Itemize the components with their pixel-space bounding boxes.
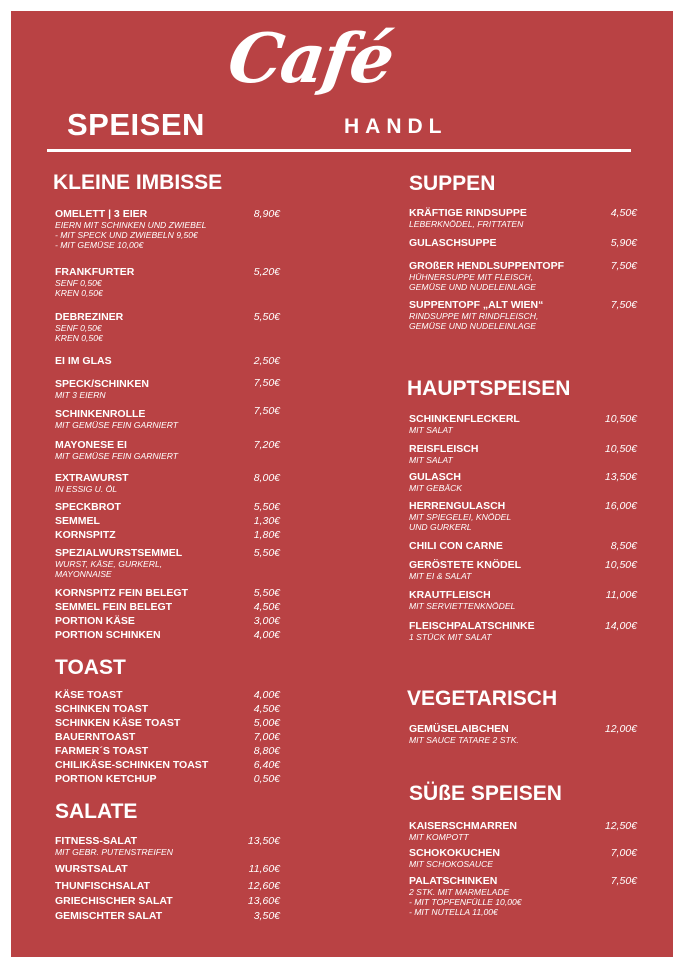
item-price: 5,20€ (253, 266, 280, 278)
item-name: PORTION SCHINKEN (55, 629, 161, 641)
item-desc: MIT SERVIETTENKNÖDEL (409, 601, 516, 611)
item-desc: MIT SAUCE TATARE 2 STK. (409, 735, 519, 745)
menu-item (55, 615, 135, 627)
menu-item (409, 589, 515, 611)
item-price: 13,50€ (604, 471, 637, 483)
section-title-suppen: SUPPEN (409, 172, 496, 195)
item-price: 5,50€ (253, 587, 280, 599)
item-price: 7,50€ (610, 299, 637, 311)
item-price: 6,40€ (253, 759, 280, 771)
item-desc: 1 STÜCK MIT SALAT (409, 632, 492, 642)
item-name: PALATSCHINKEN (409, 875, 498, 887)
item-name: PORTION KÄSE (55, 615, 135, 627)
item-name: THUNFISCHSALAT (55, 880, 150, 892)
item-name: SUPPENTOPF „ALT WIEN“ (409, 299, 544, 311)
item-price: 7,00€ (253, 731, 280, 743)
item-desc: MIT EI & SALAT (409, 571, 472, 581)
section-title-suesse-speisen: SÜßE SPEISEN (409, 782, 562, 805)
item-price: 3,00€ (253, 615, 280, 627)
item-price: 5,50€ (253, 311, 280, 323)
item-name: EI IM GLAS (55, 355, 112, 367)
menu-item (55, 703, 148, 715)
item-price: 5,00€ (253, 717, 280, 729)
item-price: 0,50€ (253, 773, 280, 785)
item-price: 7,50€ (610, 260, 637, 272)
menu-item (55, 311, 123, 343)
section-title-hauptspeisen: HAUPTSPEISEN (407, 377, 571, 400)
menu-item (55, 731, 135, 743)
item-desc: - MIT SPECK UND ZWIEBELN 9,50€ (55, 230, 198, 240)
menu-item (55, 880, 150, 892)
item-name: KRAUTFLEISCH (409, 589, 491, 601)
item-price: 13,50€ (247, 835, 280, 847)
menu-item (409, 443, 478, 465)
item-desc: RINDSUPPE MIT RINDFLEISCH, (409, 311, 539, 321)
item-price: 1,30€ (253, 515, 280, 527)
item-name: SCHINKENROLLE (55, 408, 146, 420)
menu-item (409, 237, 497, 249)
item-desc: MAYONNAISE (55, 569, 112, 579)
item-price: 4,50€ (253, 601, 280, 613)
item-name: SEMMEL FEIN BELEGT (55, 601, 173, 613)
section-title-salate: SALATE (55, 800, 138, 823)
item-desc: MIT GEMÜSE FEIN GARNIERT (55, 420, 179, 430)
item-desc: MIT KOMPOTT (409, 832, 469, 842)
item-price: 4,50€ (610, 207, 637, 219)
item-price: 7,50€ (610, 875, 637, 887)
section-title-vegetarisch: VEGETARISCH (407, 687, 558, 710)
menu-item (409, 299, 543, 331)
item-price: 5,90€ (610, 237, 637, 249)
item-name: KORNSPITZ FEIN BELEGT (55, 587, 189, 599)
item-name: EXTRAWURST (55, 472, 129, 484)
item-desc: MIT 3 EIERN (55, 390, 106, 400)
item-price: 14,00€ (604, 620, 637, 632)
menu-item (409, 559, 521, 581)
menu-item (409, 207, 527, 229)
item-name: WURSTSALAT (55, 863, 128, 875)
item-price: 11,60€ (248, 863, 280, 875)
menu-item (409, 620, 535, 642)
item-name: CHILI CON CARNE (409, 540, 503, 552)
item-desc: LEBERKNÖDEL, FRITTATEN (409, 219, 524, 229)
item-name: GEMISCHTER SALAT (55, 910, 163, 922)
item-price: 12,00€ (604, 723, 637, 735)
menu-page (11, 11, 673, 957)
item-name: SPECKBROT (55, 501, 121, 513)
item-desc: - MIT GEMÜSE 10,00€ (55, 240, 144, 250)
item-name: CHILIKÄSE-SCHINKEN TOAST (55, 759, 209, 771)
item-price: 8,50€ (610, 540, 637, 552)
item-price: 10,50€ (604, 443, 637, 455)
section-title-toast: TOAST (55, 656, 126, 679)
item-name: SCHINKEN TOAST (55, 703, 149, 715)
item-price: 7,00€ (610, 847, 637, 859)
item-name: BAUERNTOAST (55, 731, 136, 743)
menu-item (55, 835, 173, 857)
menu-item (55, 208, 206, 250)
item-desc: MIT SALAT (409, 455, 453, 465)
item-price: 16,00€ (604, 500, 637, 512)
item-desc: MIT SPIEGELEI, KNÖDEL (409, 512, 512, 522)
menu-item (409, 820, 517, 842)
item-name: KRÄFTIGE RINDSUPPE (409, 207, 527, 219)
item-desc: IN ESSIG U. ÖL (55, 484, 118, 494)
item-price: 4,00€ (253, 629, 280, 641)
item-name: SPECK/SCHINKEN (55, 378, 149, 390)
item-name: SEMMEL (55, 515, 100, 527)
item-price: 1,80€ (253, 529, 280, 541)
menu-item (55, 515, 100, 527)
item-name: DEBREZINER (55, 311, 124, 323)
item-price: 11,00€ (605, 589, 637, 601)
menu-item (409, 413, 520, 435)
menu-item (55, 547, 182, 579)
item-desc: 2 STK. MIT MARMELADE (409, 887, 510, 897)
item-desc: SENF 0,50€ (55, 278, 102, 288)
menu-item (409, 500, 511, 532)
item-name: OMELETT | 3 EIER (55, 208, 148, 220)
item-name: KORNSPITZ (55, 529, 116, 541)
menu-item (55, 629, 161, 641)
item-price: 7,50€ (253, 377, 280, 389)
item-price: 13,60€ (247, 895, 280, 907)
item-name: FRANKFURTER (55, 266, 135, 278)
item-price: 12,50€ (604, 820, 637, 832)
menu-item (55, 501, 121, 513)
item-desc: MIT GEBÄCK (409, 483, 463, 493)
menu-item (55, 529, 116, 541)
item-name: PORTION KETCHUP (55, 773, 157, 785)
menu-item (55, 689, 122, 701)
item-price: 3,50€ (253, 910, 280, 922)
item-price: 10,50€ (604, 559, 637, 571)
header-divider (47, 149, 631, 152)
item-price: 12,60€ (247, 880, 280, 892)
menu-item (409, 847, 500, 869)
menu-item (55, 773, 157, 785)
item-name: HERRENGULASCH (409, 500, 506, 512)
item-desc: MIT GEBR. PUTENSTREIFEN (55, 847, 173, 857)
menu-item (409, 260, 564, 292)
item-name: FARMER´S TOAST (55, 745, 149, 757)
item-price: 4,00€ (253, 689, 280, 701)
item-name: KAISERSCHMARREN (409, 820, 517, 832)
item-desc: - MIT TOPFENFÜLLE 10,00€ (409, 897, 522, 907)
item-name: SCHINKENFLECKERL (409, 413, 520, 425)
item-desc: MIT GEMÜSE FEIN GARNIERT (55, 451, 179, 461)
item-price: 8,00€ (253, 472, 280, 484)
menu-item (55, 587, 188, 599)
item-desc: - MIT NUTELLA 11,00€ (409, 907, 498, 917)
item-price: 7,20€ (253, 439, 280, 451)
item-price: 5,50€ (253, 547, 280, 559)
item-desc: SENF 0,50€ (55, 323, 102, 333)
menu-item (55, 472, 129, 494)
menu-item (55, 863, 128, 875)
item-desc: GEMÜSE UND NUDELEINLAGE (409, 321, 537, 331)
item-name: SCHINKEN KÄSE TOAST (55, 717, 181, 729)
item-name: MAYONESE EI (55, 439, 127, 451)
menu-item (409, 540, 503, 552)
item-name: SPEZIALWURSTSEMMEL (55, 547, 183, 559)
item-name: KÄSE TOAST (55, 689, 123, 701)
item-price: 2,50€ (253, 355, 280, 367)
menu-item (55, 759, 208, 771)
item-desc: EIERN MIT SCHINKEN UND ZWIEBEL (55, 220, 207, 230)
menu-item (55, 439, 178, 461)
menu-item (409, 723, 519, 745)
item-price: 8,80€ (253, 745, 280, 757)
menu-item (409, 875, 522, 917)
item-name: GRIECHISCHER SALAT (55, 895, 173, 907)
menu-item (409, 471, 462, 493)
item-desc: KREN 0,50€ (55, 333, 103, 343)
item-desc: WURST, KÄSE, GURKERL, (55, 559, 163, 569)
item-price: 5,50€ (253, 501, 280, 513)
item-name: SCHOKOKUCHEN (409, 847, 501, 859)
item-name: REISFLEISCH (409, 443, 479, 455)
item-desc: HÜHNERSUPPE MIT FLEISCH, (409, 272, 534, 282)
item-name: GROßER HENDLSUPPENTOPF (409, 260, 564, 272)
item-name: GULASCHSUPPE (409, 237, 497, 249)
item-name: FLEISCHPALATSCHINKE (409, 620, 535, 632)
brand-name: HANDL (344, 115, 448, 138)
cafe-logo: Café (223, 19, 398, 99)
menu-item (55, 895, 173, 907)
item-desc: MIT SCHOKOSAUCE (409, 859, 494, 869)
menu-item (55, 408, 178, 430)
item-desc: UND GURKERL (409, 522, 472, 532)
menu-item (55, 601, 172, 613)
menu-item (55, 910, 162, 922)
menu-title: SPEISEN (67, 107, 205, 142)
item-price: 7,50€ (253, 405, 280, 417)
item-name: FITNESS-SALAT (55, 835, 138, 847)
menu-item (55, 717, 180, 729)
section-title-kleine-imbisse: KLEINE IMBISSE (53, 171, 223, 194)
item-name: GERÖSTETE KNÖDEL (409, 559, 522, 571)
item-price: 10,50€ (604, 413, 637, 425)
item-desc: GEMÜSE UND NUDELEINLAGE (409, 282, 537, 292)
menu-item (55, 355, 112, 367)
item-name: GEMÜSELAIBCHEN (409, 723, 509, 735)
item-price: 4,50€ (253, 703, 280, 715)
item-name: GULASCH (409, 471, 461, 483)
menu-item (55, 266, 134, 298)
item-price: 8,90€ (253, 208, 280, 220)
menu-item (55, 378, 149, 400)
item-desc: MIT SALAT (409, 425, 453, 435)
menu-item (55, 745, 148, 757)
item-desc: KREN 0,50€ (55, 288, 103, 298)
